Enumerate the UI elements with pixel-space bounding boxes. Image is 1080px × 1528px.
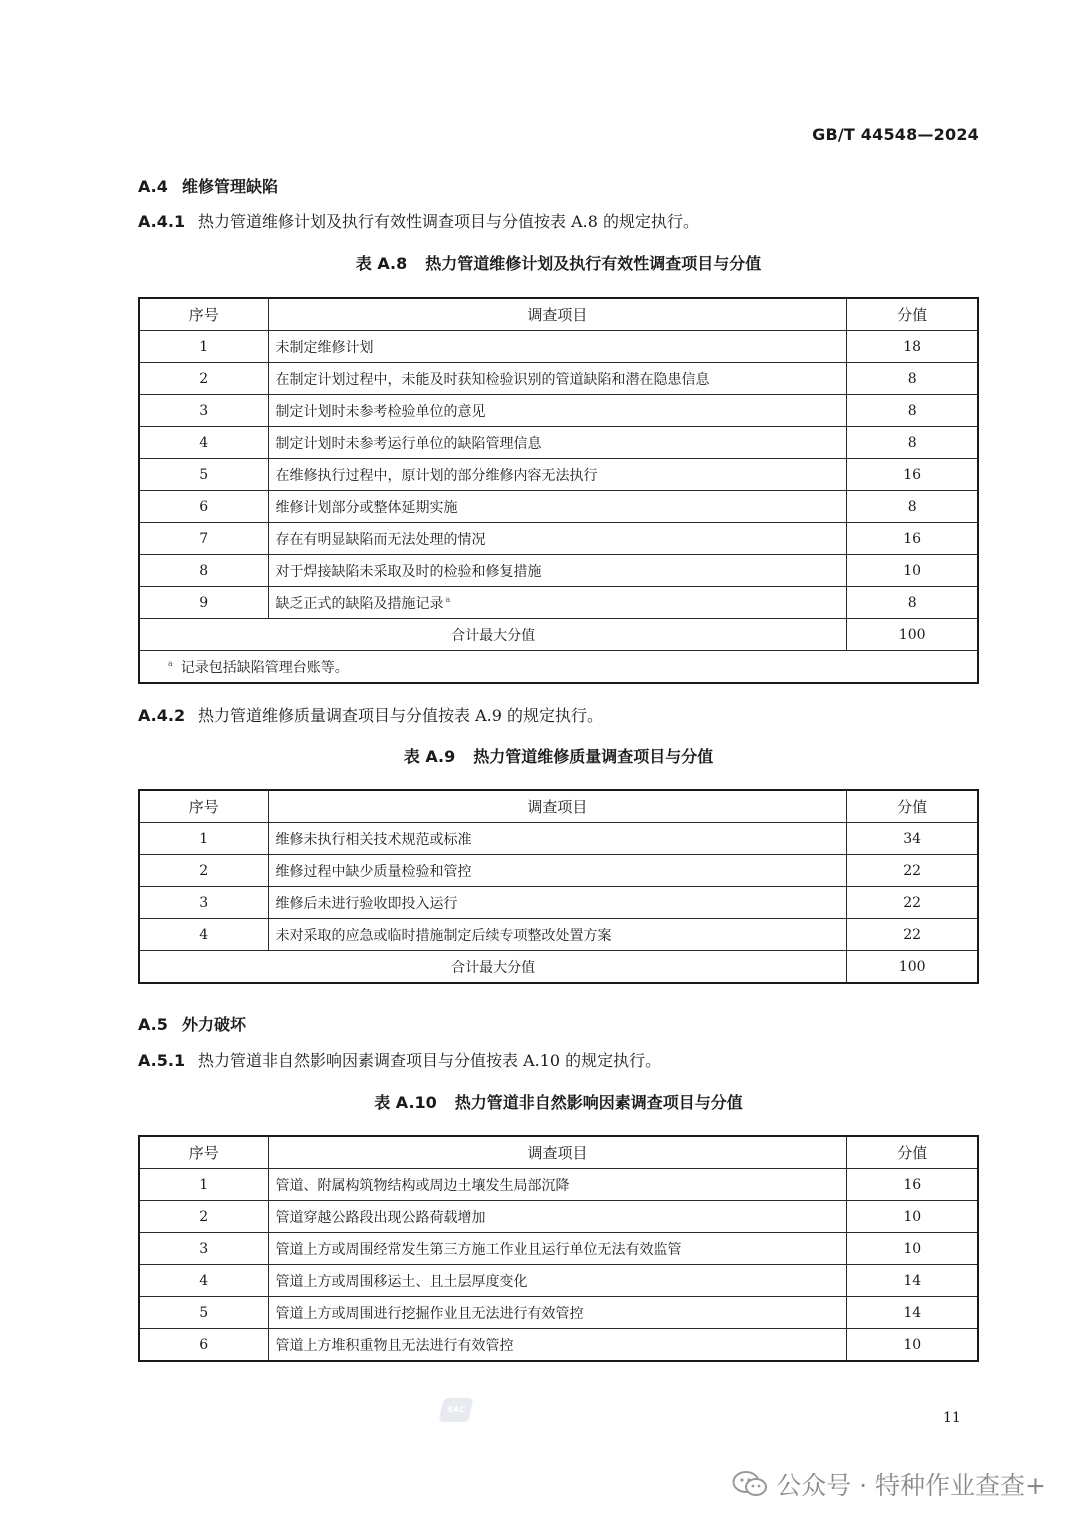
- row-item: 存在有明显缺陷而无法处理的情况: [268, 523, 847, 555]
- col-header-no: 序号: [139, 790, 268, 823]
- wechat-icon: [732, 1470, 768, 1498]
- table-a8: [138, 297, 979, 684]
- standard-number: GB/T 44548—2024: [812, 125, 979, 144]
- row-no: 1: [139, 823, 268, 855]
- clause-a51: [138, 1048, 661, 1071]
- table-row: [139, 363, 978, 395]
- section-number: A.5: [138, 1015, 168, 1034]
- row-item: 维修过程中缺少质量检验和管控: [268, 855, 847, 887]
- table-header-row: [139, 790, 978, 823]
- row-no: 2: [139, 363, 268, 395]
- row-no: 6: [139, 491, 268, 523]
- clause-text: 热力管道维修计划及执行有效性调查项目与分值按表 A.8 的规定执行。: [198, 212, 699, 231]
- table-row: [139, 331, 978, 363]
- row-item: 在制定计划过程中，未能及时获知检验识别的管道缺陷和潜在隐患信息: [268, 363, 847, 395]
- table-row: [139, 823, 978, 855]
- section-heading-a4: [138, 174, 278, 197]
- row-no: 7: [139, 523, 268, 555]
- table-title: 热力管道非自然影响因素调查项目与分值: [454, 1093, 743, 1112]
- row-item-text: 缺乏正式的缺陷及措施记录: [275, 595, 444, 612]
- row-no: 1: [139, 1169, 268, 1201]
- row-no: 3: [139, 887, 268, 919]
- row-no: 4: [139, 919, 268, 951]
- row-item: 维修计划部分或整体延期实施: [268, 491, 847, 523]
- row-score: 8: [847, 587, 978, 619]
- table-row: [139, 491, 978, 523]
- total-value: 100: [847, 619, 978, 651]
- clause-text: 热力管道非自然影响因素调查项目与分值按表 A.10 的规定执行。: [198, 1051, 662, 1070]
- total-label: 合计最大分值: [139, 951, 847, 984]
- row-no: 3: [139, 395, 268, 427]
- table-row: [139, 919, 978, 951]
- row-score: 14: [847, 1265, 978, 1297]
- table-caption-a8: [138, 251, 979, 274]
- table-row: [139, 1169, 978, 1201]
- row-item: 管道上方或周围经常发生第三方施工作业且运行单位无法有效监管: [268, 1233, 847, 1265]
- section-number: A.4: [138, 177, 168, 196]
- clause-number: A.4.1: [138, 212, 186, 231]
- row-no: 8: [139, 555, 268, 587]
- table-title: 热力管道维修质量调查项目与分值: [473, 747, 714, 766]
- table-total-row: [139, 951, 978, 984]
- table-number: 表 A.8: [355, 254, 408, 273]
- row-score: 16: [847, 523, 978, 555]
- sac-logo-icon: [438, 1398, 473, 1422]
- note-marker: a: [168, 658, 173, 668]
- table-row: [139, 1329, 978, 1362]
- table-row: [139, 587, 978, 619]
- row-score: 14: [847, 1297, 978, 1329]
- table-row: [139, 459, 978, 491]
- logo-text: SAC: [446, 1405, 466, 1414]
- table-row: [139, 555, 978, 587]
- row-item: 对于焊接缺陷未采取及时的检验和修复措施: [268, 555, 847, 587]
- table-number: 表 A.10: [374, 1093, 437, 1112]
- table-row: [139, 1265, 978, 1297]
- col-header-item: 调查项目: [268, 790, 847, 823]
- row-no: 5: [139, 1297, 268, 1329]
- table-row: [139, 427, 978, 459]
- row-score: 22: [847, 855, 978, 887]
- page-number: 11: [943, 1410, 961, 1426]
- col-header-item: 调查项目: [268, 1136, 847, 1169]
- row-item: 维修未执行相关技术规范或标准: [268, 823, 847, 855]
- row-item: 在维修执行过程中，原计划的部分维修内容无法执行: [268, 459, 847, 491]
- row-score: 34: [847, 823, 978, 855]
- row-item: 管道上方堆积重物且无法进行有效管控: [268, 1329, 847, 1362]
- section-heading-a5: [138, 1012, 246, 1035]
- row-item: 制定计划时未参考运行单位的缺陷管理信息: [268, 427, 847, 459]
- row-item: 制定计划时未参考检验单位的意见: [268, 395, 847, 427]
- row-score: 16: [847, 459, 978, 491]
- table-caption-a10: [138, 1090, 979, 1113]
- table-total-row: [139, 619, 978, 651]
- row-score: 8: [847, 363, 978, 395]
- total-value: 100: [847, 951, 978, 984]
- table-header-row: [139, 298, 978, 331]
- clause-number: A.4.2: [138, 706, 186, 725]
- row-item: 管道上方或周围进行挖掘作业且无法进行有效管控: [268, 1297, 847, 1329]
- row-score: 10: [847, 1329, 978, 1362]
- row-no: 9: [139, 587, 268, 619]
- clause-a41: [138, 209, 699, 232]
- row-no: 3: [139, 1233, 268, 1265]
- col-header-score: 分值: [847, 1136, 978, 1169]
- row-no: 2: [139, 1201, 268, 1233]
- section-title: 维修管理缺陷: [182, 177, 279, 196]
- table-row: [139, 1233, 978, 1265]
- note-text: 记录包括缺陷管理台账等。: [180, 659, 349, 676]
- row-score: 16: [847, 1169, 978, 1201]
- table-title: 热力管道维修计划及执行有效性调查项目与分值: [425, 254, 762, 273]
- total-label: 合计最大分值: [139, 619, 847, 651]
- clause-number: A.5.1: [138, 1051, 186, 1070]
- row-score: 8: [847, 427, 978, 459]
- row-score: 22: [847, 887, 978, 919]
- table-row: [139, 395, 978, 427]
- row-no: 1: [139, 331, 268, 363]
- row-no: 5: [139, 459, 268, 491]
- row-no: 4: [139, 427, 268, 459]
- table-row: [139, 887, 978, 919]
- table-row: [139, 855, 978, 887]
- col-header-no: 序号: [139, 298, 268, 331]
- table-a10: [138, 1135, 979, 1362]
- row-no: 4: [139, 1265, 268, 1297]
- row-score: 10: [847, 1201, 978, 1233]
- clause-a42: [138, 703, 603, 726]
- table-row: [139, 1201, 978, 1233]
- row-item: 未对采取的应急或临时措施制定后续专项整改处置方案: [268, 919, 847, 951]
- col-header-score: 分值: [847, 790, 978, 823]
- table-note-row: [139, 651, 978, 684]
- row-score: 18: [847, 331, 978, 363]
- row-score: 10: [847, 555, 978, 587]
- section-title: 外力破坏: [182, 1015, 247, 1034]
- row-item: 管道穿越公路段出现公路荷载增加: [268, 1201, 847, 1233]
- table-number: 表 A.9: [403, 747, 456, 766]
- watermark-text: 公众号 · 特种作业查查+: [776, 1471, 1046, 1500]
- table-row: [139, 523, 978, 555]
- row-item: 未制定维修计划: [268, 331, 847, 363]
- col-header-no: 序号: [139, 1136, 268, 1169]
- row-no: 2: [139, 855, 268, 887]
- row-score: 8: [847, 395, 978, 427]
- wechat-watermark: [732, 1466, 1046, 1502]
- table-row: [139, 1297, 978, 1329]
- table-header-row: [139, 1136, 978, 1169]
- table-a9: [138, 789, 979, 984]
- row-item: 管道上方或周围移运土、且土层厚度变化: [268, 1265, 847, 1297]
- row-score: 22: [847, 919, 978, 951]
- col-header-item: 调查项目: [268, 298, 847, 331]
- footnote-marker: a: [445, 594, 451, 604]
- row-score: 8: [847, 491, 978, 523]
- col-header-score: 分值: [847, 298, 978, 331]
- row-item: [268, 587, 847, 619]
- table-caption-a9: [138, 744, 979, 767]
- row-score: 10: [847, 1233, 978, 1265]
- row-item: 管道、附属构筑物结构或周边土壤发生局部沉降: [268, 1169, 847, 1201]
- row-no: 6: [139, 1329, 268, 1362]
- table-note: [139, 651, 978, 684]
- clause-text: 热力管道维修质量调查项目与分值按表 A.9 的规定执行。: [198, 706, 603, 725]
- row-item: 维修后未进行验收即投入运行: [268, 887, 847, 919]
